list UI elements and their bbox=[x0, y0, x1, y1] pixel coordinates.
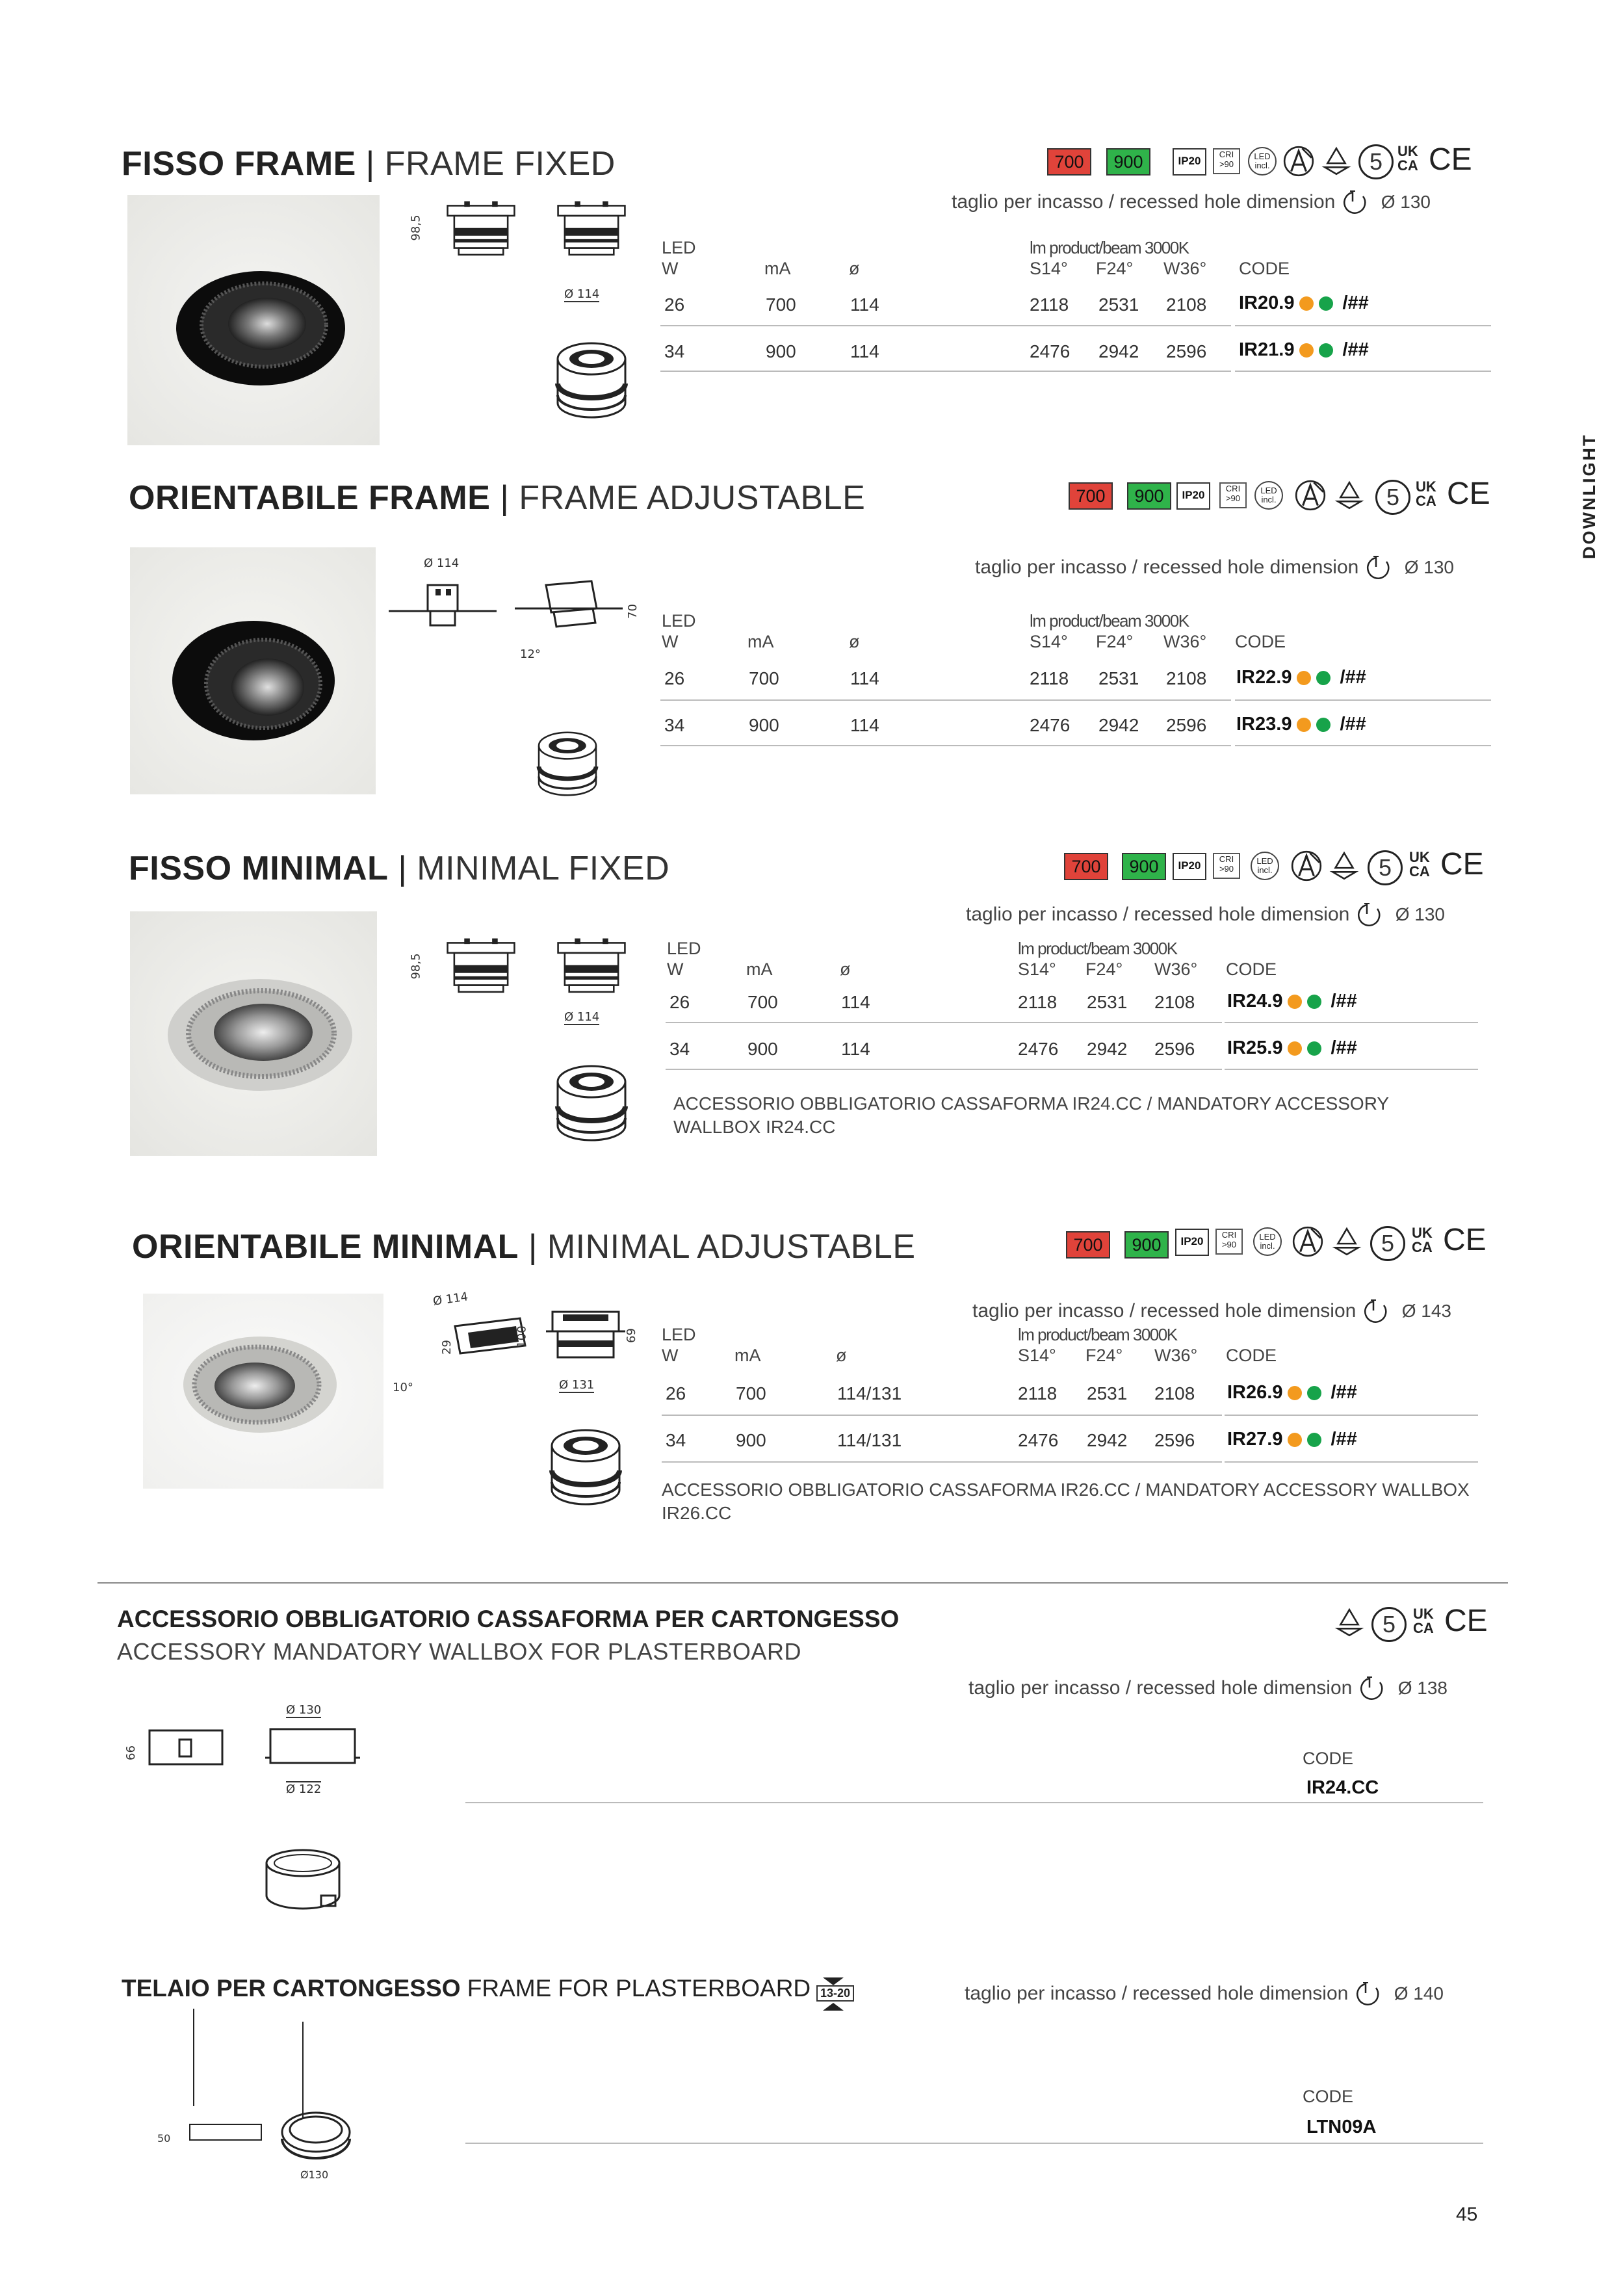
col-header-diameter: ø bbox=[849, 632, 860, 651]
tilt-angle: 10° bbox=[393, 1381, 413, 1394]
cell-w36: 2596 bbox=[1154, 1039, 1195, 1059]
warranty-5-icon: 5 bbox=[1358, 144, 1394, 179]
energy-class-icon bbox=[1291, 1225, 1325, 1259]
product-3d-drawing bbox=[543, 1425, 628, 1509]
recycle-icon bbox=[1319, 144, 1353, 178]
ip20-badge: IP20 bbox=[1176, 482, 1210, 510]
col-header-led: LED bbox=[662, 238, 696, 257]
section-divider bbox=[97, 1582, 1508, 1584]
recycle-icon bbox=[1332, 478, 1366, 512]
col-header-w: W bbox=[667, 959, 684, 979]
cell-ma: 700 bbox=[749, 668, 779, 688]
col-header-code: CODE bbox=[1226, 1346, 1277, 1365]
current-900-badge: 900 bbox=[1124, 1231, 1169, 1259]
cell-diameter: 114/131 bbox=[837, 1430, 902, 1450]
product-code: IR21.9 /## bbox=[1239, 339, 1369, 360]
col-header-diameter: ø bbox=[836, 1346, 847, 1365]
height-dimension: 69 bbox=[624, 1328, 638, 1343]
current-700-badge: 700 bbox=[1064, 853, 1108, 880]
recessed-hole-icon bbox=[1358, 1675, 1386, 1703]
col-header-w: W bbox=[662, 1346, 679, 1365]
ce-icon: CE bbox=[1440, 847, 1484, 881]
cell-w36: 2596 bbox=[1154, 1430, 1195, 1450]
product-code: IR24.CC bbox=[1306, 1777, 1379, 1798]
product-code: IR26.9 /## bbox=[1227, 1382, 1357, 1403]
height-dimension: 100 bbox=[515, 1325, 529, 1348]
recycle-icon bbox=[1330, 1225, 1364, 1259]
cell-s14: 2476 bbox=[1030, 715, 1071, 735]
recessed-hole-icon bbox=[1355, 901, 1384, 930]
recessed-hole-icon bbox=[1362, 1298, 1390, 1326]
height-dimension: 29 bbox=[439, 1340, 454, 1355]
hole-dimension: taglio per incasso / recessed hole dimension Ø 138 bbox=[968, 1675, 1448, 1703]
cell-f24: 2942 bbox=[1098, 341, 1139, 361]
col-header-lumen: lm product/beam 3000K bbox=[1030, 611, 1189, 631]
cell-ma: 700 bbox=[747, 992, 778, 1012]
height-dimension: 70 bbox=[625, 604, 640, 619]
cell-f24: 2942 bbox=[1087, 1430, 1128, 1450]
cell-s14: 2118 bbox=[1018, 1383, 1058, 1403]
col-header-led: LED bbox=[662, 611, 696, 631]
product-code: IR20.9 /## bbox=[1239, 293, 1369, 313]
frame-drawing bbox=[153, 2009, 368, 2171]
cell-w: 34 bbox=[669, 1039, 690, 1059]
product-3d-drawing bbox=[525, 728, 610, 800]
cell-ma: 900 bbox=[749, 715, 779, 735]
current-900-badge: 900 bbox=[1122, 853, 1166, 880]
height-dimension: 98,5 bbox=[409, 215, 423, 241]
height-dimension: 50 bbox=[157, 2132, 171, 2145]
col-header-w36: W36° bbox=[1163, 632, 1207, 651]
ukca-icon: UK CA bbox=[1416, 478, 1436, 509]
current-700-badge: 700 bbox=[1069, 482, 1113, 510]
cell-s14: 2118 bbox=[1030, 668, 1069, 688]
recycle-icon bbox=[1327, 849, 1361, 883]
cri-badge: CRI >90 bbox=[1219, 482, 1247, 508]
wallbox-side-drawing bbox=[147, 1727, 225, 1768]
cell-ma: 700 bbox=[766, 294, 796, 315]
cell-w36: 2596 bbox=[1166, 341, 1207, 361]
accessory-note: ACCESSORIO OBBLIGATORIO CASSAFORMA IR24.CC / MANDATORY ACCESSORY WALLBOX IR24.CC bbox=[673, 1093, 1389, 1137]
col-header-w: W bbox=[662, 259, 679, 278]
col-header-w36: W36° bbox=[1154, 959, 1198, 979]
diameter-dimension: Ø 130 bbox=[286, 1703, 322, 1717]
col-header-diameter: ø bbox=[849, 259, 860, 278]
recycle-icon bbox=[1332, 1606, 1366, 1639]
ukca-icon: UK CA bbox=[1412, 1225, 1433, 1255]
product-3d-drawing bbox=[552, 1061, 630, 1145]
diameter-dimension: Ø130 bbox=[300, 2169, 329, 2181]
cell-w36: 2108 bbox=[1154, 1383, 1195, 1403]
product-code: IR22.9 /## bbox=[1236, 667, 1366, 688]
hole-dimension: taglio per incasso / recessed hole dimension Ø 130 bbox=[966, 901, 1445, 930]
col-header-led: LED bbox=[667, 939, 701, 958]
cell-f24: 2531 bbox=[1087, 1383, 1128, 1403]
cell-s14: 2476 bbox=[1018, 1430, 1059, 1450]
cell-w: 34 bbox=[664, 715, 685, 735]
col-header-ma: mA bbox=[747, 632, 774, 651]
product-title: ORIENTABILE MINIMAL | MINIMAL ADJUSTABLE bbox=[132, 1228, 916, 1266]
col-header-w36: W36° bbox=[1154, 1346, 1198, 1365]
cell-s14: 2118 bbox=[1030, 294, 1069, 315]
cell-diameter: 114 bbox=[850, 715, 879, 735]
tilt-angle: 12° bbox=[520, 647, 541, 661]
cell-w36: 2596 bbox=[1166, 715, 1207, 735]
col-header-ma: mA bbox=[746, 959, 773, 979]
page-number: 45 bbox=[1456, 2204, 1478, 2225]
col-header-f24: F24° bbox=[1096, 632, 1134, 651]
led-included-icon: LED incl. bbox=[1248, 147, 1277, 176]
cell-w: 26 bbox=[664, 668, 685, 688]
cri-badge: CRI >90 bbox=[1213, 148, 1240, 174]
cell-f24: 2942 bbox=[1098, 715, 1139, 735]
frame-title: TELAIO PER CARTONGESSO FRAME FOR PLASTERBOARD bbox=[122, 1975, 811, 2002]
col-header-lumen: lm product/beam 3000K bbox=[1030, 238, 1189, 257]
current-700-badge: 700 bbox=[1047, 148, 1091, 176]
ip20-badge: IP20 bbox=[1173, 853, 1206, 880]
warranty-5-icon: 5 bbox=[1371, 1607, 1407, 1642]
recessed-hole-icon bbox=[1341, 189, 1370, 217]
hole-dimension: taglio per incasso / recessed hole dimension Ø 143 bbox=[972, 1298, 1451, 1326]
cell-diameter: 114 bbox=[850, 294, 879, 315]
col-header-f24: F24° bbox=[1085, 1346, 1123, 1365]
wallbox-3d-drawing bbox=[263, 1844, 347, 1922]
cell-s14: 2476 bbox=[1018, 1039, 1059, 1059]
col-header-diameter: ø bbox=[840, 959, 851, 979]
led-included-icon: LED incl. bbox=[1253, 1227, 1282, 1256]
col-header-led: LED bbox=[662, 1325, 696, 1344]
section-side-label: DOWNLIGHT bbox=[1579, 433, 1599, 559]
product-code: IR24.9 /## bbox=[1227, 991, 1357, 1011]
product-title: FISSO FRAME | FRAME FIXED bbox=[122, 145, 616, 183]
cell-w: 34 bbox=[664, 341, 685, 361]
wallbox-side-drawing bbox=[264, 1725, 361, 1771]
warranty-5-icon: 5 bbox=[1370, 1226, 1405, 1261]
diameter-dimension: Ø 114 bbox=[564, 287, 600, 301]
cell-w: 34 bbox=[666, 1430, 686, 1450]
product-photo bbox=[127, 195, 380, 445]
cell-diameter: 114 bbox=[841, 992, 870, 1012]
led-included-icon: LED incl. bbox=[1251, 852, 1279, 880]
side-view-drawing bbox=[513, 572, 624, 631]
ukca-icon: UK CA bbox=[1409, 849, 1430, 880]
diameter-dimension: Ø 122 bbox=[286, 1782, 322, 1796]
ukca-icon: UK CA bbox=[1397, 143, 1418, 174]
side-view-drawing bbox=[552, 195, 630, 267]
cell-w36: 2108 bbox=[1154, 992, 1195, 1012]
ce-icon: CE bbox=[1444, 1604, 1488, 1638]
side-view-drawing bbox=[543, 1305, 628, 1370]
cri-badge: CRI >90 bbox=[1213, 853, 1240, 879]
col-header-s14: S14° bbox=[1018, 1346, 1056, 1365]
cell-ma: 900 bbox=[766, 341, 796, 361]
cell-f24: 2531 bbox=[1098, 294, 1139, 315]
cell-w: 26 bbox=[666, 1383, 686, 1403]
recessed-hole-icon bbox=[1364, 554, 1393, 582]
col-header-ma: mA bbox=[734, 1346, 761, 1365]
cell-diameter: 114 bbox=[841, 1039, 870, 1059]
cell-w36: 2108 bbox=[1166, 294, 1207, 315]
warranty-5-icon: 5 bbox=[1375, 480, 1410, 515]
cell-diameter: 114 bbox=[850, 341, 879, 361]
side-view-drawing bbox=[442, 932, 520, 1004]
col-header-w: W bbox=[662, 632, 679, 651]
product-photo bbox=[130, 547, 376, 794]
col-header-lumen: lm product/beam 3000K bbox=[1018, 1325, 1177, 1344]
warranty-5-icon: 5 bbox=[1368, 850, 1403, 885]
energy-class-icon bbox=[1293, 478, 1327, 512]
col-header-s14: S14° bbox=[1018, 959, 1056, 979]
ce-icon: CE bbox=[1429, 142, 1472, 177]
col-header-code: CODE bbox=[1303, 1749, 1354, 1768]
cell-diameter: 114/131 bbox=[837, 1383, 902, 1403]
cell-w: 26 bbox=[669, 992, 690, 1012]
col-header-f24: F24° bbox=[1085, 959, 1123, 979]
product-code: LTN09A bbox=[1306, 2117, 1377, 2137]
cell-f24: 2531 bbox=[1098, 668, 1139, 688]
col-header-code: CODE bbox=[1235, 632, 1286, 651]
thickness-icon: 13-20 bbox=[816, 1976, 854, 2011]
accessory-title: ACCESSORIO OBBLIGATORIO CASSAFORMA PER CARTONGESSO bbox=[117, 1606, 900, 1632]
diameter-dimension: Ø 114 bbox=[432, 1290, 469, 1309]
col-header-lumen: lm product/beam 3000K bbox=[1018, 939, 1177, 958]
col-header-f24: F24° bbox=[1096, 259, 1134, 278]
current-700-badge: 700 bbox=[1066, 1231, 1110, 1259]
cell-diameter: 114 bbox=[850, 668, 879, 688]
cell-f24: 2531 bbox=[1087, 992, 1128, 1012]
accessory-note: ACCESSORIO OBBLIGATORIO CASSAFORMA IR26.CC / MANDATORY ACCESSORY WALLBOX IR26.CC bbox=[662, 1480, 1470, 1523]
accessory-subtitle: ACCESSORY MANDATORY WALLBOX FOR PLASTERBOARD bbox=[117, 1638, 801, 1665]
cell-ma: 700 bbox=[736, 1383, 766, 1403]
ukca-icon: UK CA bbox=[1413, 1606, 1434, 1636]
cell-ma: 900 bbox=[736, 1430, 766, 1450]
cell-w: 26 bbox=[664, 294, 685, 315]
recessed-hole-icon bbox=[1354, 1980, 1383, 2009]
ce-icon: CE bbox=[1447, 476, 1490, 511]
ip20-badge: IP20 bbox=[1175, 1229, 1209, 1256]
cell-s14: 2118 bbox=[1018, 992, 1058, 1012]
product-title: ORIENTABILE FRAME | FRAME ADJUSTABLE bbox=[129, 479, 866, 517]
cell-w36: 2108 bbox=[1166, 668, 1207, 688]
side-view-drawing bbox=[552, 932, 630, 1004]
current-900-badge: 900 bbox=[1106, 148, 1150, 176]
product-title: FISSO MINIMAL | MINIMAL FIXED bbox=[129, 850, 670, 887]
diameter-dimension: Ø 114 bbox=[564, 1010, 600, 1024]
product-code: IR27.9 /## bbox=[1227, 1429, 1357, 1450]
side-view-drawing bbox=[387, 572, 498, 631]
ip20-badge: IP20 bbox=[1173, 148, 1206, 176]
hole-dimension: taglio per incasso / recessed hole dimension Ø 130 bbox=[952, 189, 1431, 217]
col-header-code: CODE bbox=[1239, 259, 1290, 278]
col-header-code: CODE bbox=[1226, 959, 1277, 979]
col-header-s14: S14° bbox=[1030, 632, 1068, 651]
cri-badge: CRI >90 bbox=[1215, 1229, 1243, 1255]
col-header-w36: W36° bbox=[1163, 259, 1207, 278]
product-code: IR25.9 /## bbox=[1227, 1037, 1357, 1058]
energy-class-icon bbox=[1290, 849, 1323, 883]
ce-icon: CE bbox=[1443, 1223, 1487, 1257]
cell-f24: 2942 bbox=[1087, 1039, 1128, 1059]
diameter-dimension: Ø 131 bbox=[559, 1378, 595, 1392]
col-header-ma: mA bbox=[764, 259, 791, 278]
current-900-badge: 900 bbox=[1127, 482, 1171, 510]
height-dimension: 66 bbox=[123, 1745, 138, 1760]
side-view-drawing bbox=[442, 195, 520, 267]
product-3d-drawing bbox=[552, 338, 630, 423]
cell-ma: 900 bbox=[747, 1039, 778, 1059]
product-photo bbox=[143, 1294, 383, 1489]
product-code: IR23.9 /## bbox=[1236, 714, 1366, 735]
height-dimension: 98,5 bbox=[409, 953, 423, 980]
product-photo bbox=[130, 911, 377, 1156]
col-header-code: CODE bbox=[1303, 2087, 1354, 2106]
cell-s14: 2476 bbox=[1030, 341, 1071, 361]
hole-dimension: taglio per incasso / recessed hole dimension Ø 140 bbox=[965, 1980, 1444, 2009]
col-header-s14: S14° bbox=[1030, 259, 1068, 278]
hole-dimension: taglio per incasso / recessed hole dimension Ø 130 bbox=[975, 554, 1454, 582]
diameter-dimension: Ø 114 bbox=[424, 556, 460, 570]
led-included-icon: LED incl. bbox=[1254, 481, 1283, 510]
energy-class-icon bbox=[1282, 144, 1316, 178]
